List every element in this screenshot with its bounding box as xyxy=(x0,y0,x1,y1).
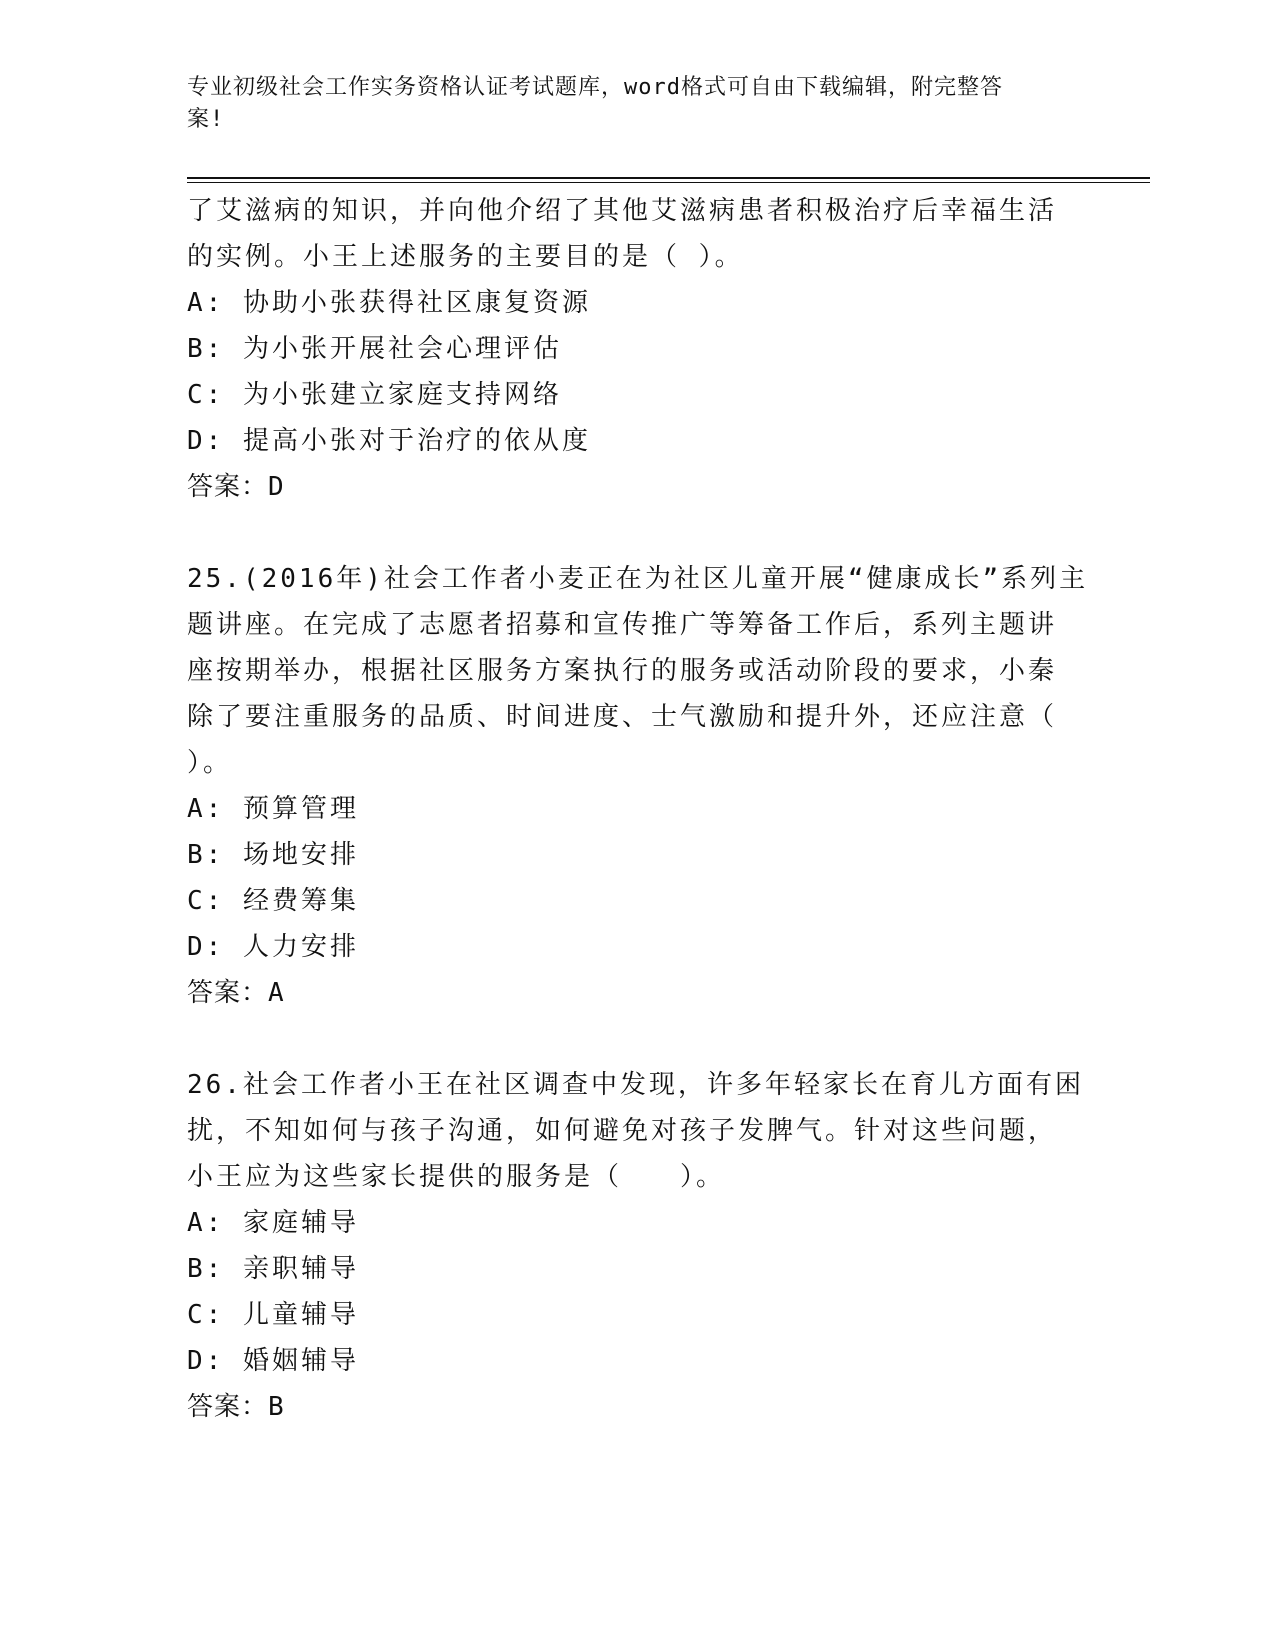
header-line-2: 案! xyxy=(187,107,225,132)
question-stem-line: 的实例。小王上述服务的主要目的是（ ）。 xyxy=(187,242,744,272)
spacer xyxy=(187,510,1087,556)
option-c: C: 为小张建立家庭支持网络 xyxy=(187,380,562,410)
question-stem-line: 扰，不知如何与孩子沟通，如何避免对孩子发脾气。针对这些问题， xyxy=(187,1116,1058,1146)
answer-line: 答案：A xyxy=(187,978,285,1008)
option-b: B: 场地安排 xyxy=(187,840,359,870)
question-stem-line: 除了要注重服务的品质、时间进度、士气激励和提升外，还应注意（ xyxy=(187,702,1058,732)
option-d: D: 婚姻辅导 xyxy=(187,1346,359,1376)
option-c: C: 儿童辅导 xyxy=(187,1300,359,1330)
question-stem-line: 25.(2016年)社会工作者小麦正在为社区儿童开展“健康成长”系列主 xyxy=(187,564,1089,594)
answer-line: 答案：D xyxy=(187,472,285,502)
option-a: A: 家庭辅导 xyxy=(187,1208,359,1238)
question-stem-line: 了艾滋病的知识，并向他介绍了其他艾滋病患者积极治疗后幸福生活 xyxy=(187,196,1058,226)
question-stem-line: ）。 xyxy=(187,748,233,778)
question-stem-line: 小王应为这些家长提供的服务是（ ）。 xyxy=(187,1162,726,1192)
option-d: D: 人力安排 xyxy=(187,932,359,962)
question-stem-line: 26.社会工作者小王在社区调查中发现，许多年轻家长在育儿方面有困 xyxy=(187,1070,1084,1100)
question-stem-line: 座按期举办，根据社区服务方案执行的服务或活动阶段的要求，小秦 xyxy=(187,656,1058,686)
question-stem-line: 题讲座。在完成了志愿者招募和宣传推广等筹备工作后，系列主题讲 xyxy=(187,610,1058,640)
option-b: B: 亲职辅导 xyxy=(187,1254,359,1284)
question-26 xyxy=(187,1062,1087,1430)
question-25 xyxy=(187,556,1087,1016)
header-divider-thick xyxy=(187,177,1150,179)
option-a: A: 协助小张获得社区康复资源 xyxy=(187,288,591,318)
header-divider-thin xyxy=(187,182,1150,183)
option-d: D: 提高小张对于治疗的依从度 xyxy=(187,426,591,456)
document-header xyxy=(187,72,1087,136)
answer-line: 答案：B xyxy=(187,1392,285,1422)
document-body xyxy=(187,188,1087,1430)
option-a: A: 预算管理 xyxy=(187,794,359,824)
option-b: B: 为小张开展社会心理评估 xyxy=(187,334,562,364)
spacer xyxy=(187,1016,1087,1062)
header-line-1: 专业初级社会工作实务资格认证考试题库，word格式可自由下载编辑，附完整答 xyxy=(187,75,1003,100)
option-c: C: 经费筹集 xyxy=(187,886,359,916)
question-24 xyxy=(187,188,1087,510)
